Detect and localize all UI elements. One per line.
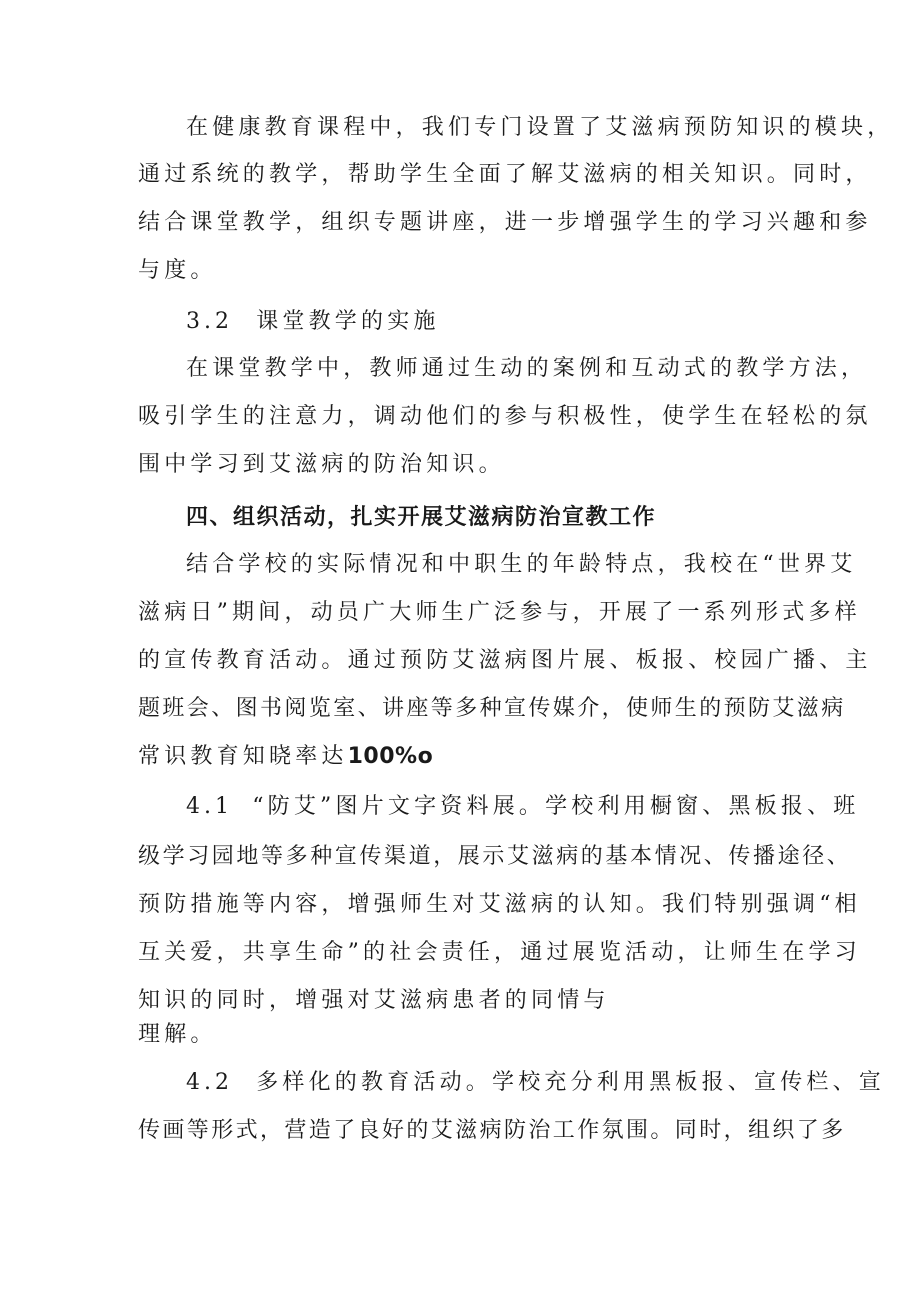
subsection-4-2-number: 4.2: [186, 1070, 233, 1095]
paragraph-4-1-first-text: “防艾”图片文字资料展。学校利用橱窗、黑板报、班: [252, 794, 860, 819]
subsection-3-2-heading: [186, 307, 440, 337]
paragraph-4-1-line-2: 级学习园地等多种宣传渠道，展示艾滋病的基本情况、传播途径、: [138, 844, 852, 869]
paragraph-2-line-3: 围中学习到艾滋病的防治知识。: [138, 452, 505, 477]
paragraph-1-line-1: 在健康教育课程中，我们专门设置了艾滋病预防知识的模块，: [186, 115, 894, 140]
paragraph-1-line-2: 通过系统的教学，帮助学生全面了解艾滋病的相关知识。同时，: [138, 162, 872, 187]
paragraph-2-line-2: 吸引学生的注意力，调动他们的参与积极性，使学生在轻松的氛: [138, 404, 872, 429]
paragraph-3-line-5: [138, 742, 433, 772]
paragraph-4-1-line-5: 知识的同时，增强对艾滋病患者的同情与: [138, 988, 610, 1013]
paragraph-4-2-line-2: 传画等形式，营造了良好的艾滋病防治工作氛围。同时，组织了多: [138, 1118, 846, 1143]
paragraph-4-1-line-3: 预防措施等内容，增强师生对艾滋病的认知。我们特别强调“相: [138, 892, 861, 917]
awareness-rate-value: 100%o: [347, 744, 434, 769]
paragraph-4-2-first-text: 多样化的教育活动。学校充分利用黑板报、宣传栏、宣: [256, 1070, 886, 1095]
paragraph-3-line-3: 的宣传教育活动。通过预防艾滋病图片展、板报、校园广播、主: [138, 648, 872, 673]
subsection-4-1-number: 4.1: [186, 794, 233, 819]
paragraph-3-line-2: 滋病日”期间，动员广大师生广泛参与，开展了一系列形式多样: [138, 600, 861, 625]
paragraph-4-1-line-6: 理解。: [138, 1022, 217, 1047]
paragraph-2-line-1: 在课堂教学中，教师通过生动的案例和互动式的教学方法，: [186, 356, 868, 381]
section-4-heading: 四、组织活动，扎实开展艾滋病防治宣教工作: [186, 505, 657, 530]
paragraph-4-1-line-4: 互关爱，共享生命”的社会责任，通过展览活动，让师生在学习: [138, 940, 861, 965]
subsection-3-2-title: 课堂教学的实施: [256, 309, 440, 334]
paragraph-3-line-4: 题班会、图书阅览室、讲座等多种宣传媒介，使师生的预防艾滋病: [138, 696, 846, 721]
paragraph-1-line-3: 结合课堂教学，组织专题讲座，进一步增强学生的学习兴趣和参: [138, 210, 872, 235]
subsection-3-2-number: 3.2: [186, 309, 233, 334]
paragraph-3-line-1: 结合学校的实际情况和中职生的年龄特点，我校在“世界艾: [186, 552, 857, 577]
paragraph-1-line-4: 与度。: [138, 258, 217, 283]
paragraph-4-2-line-1: [186, 1068, 885, 1098]
paragraph-4-1-line-1: [186, 792, 860, 822]
awareness-rate-text: 常识教育知晓率达: [138, 744, 348, 769]
